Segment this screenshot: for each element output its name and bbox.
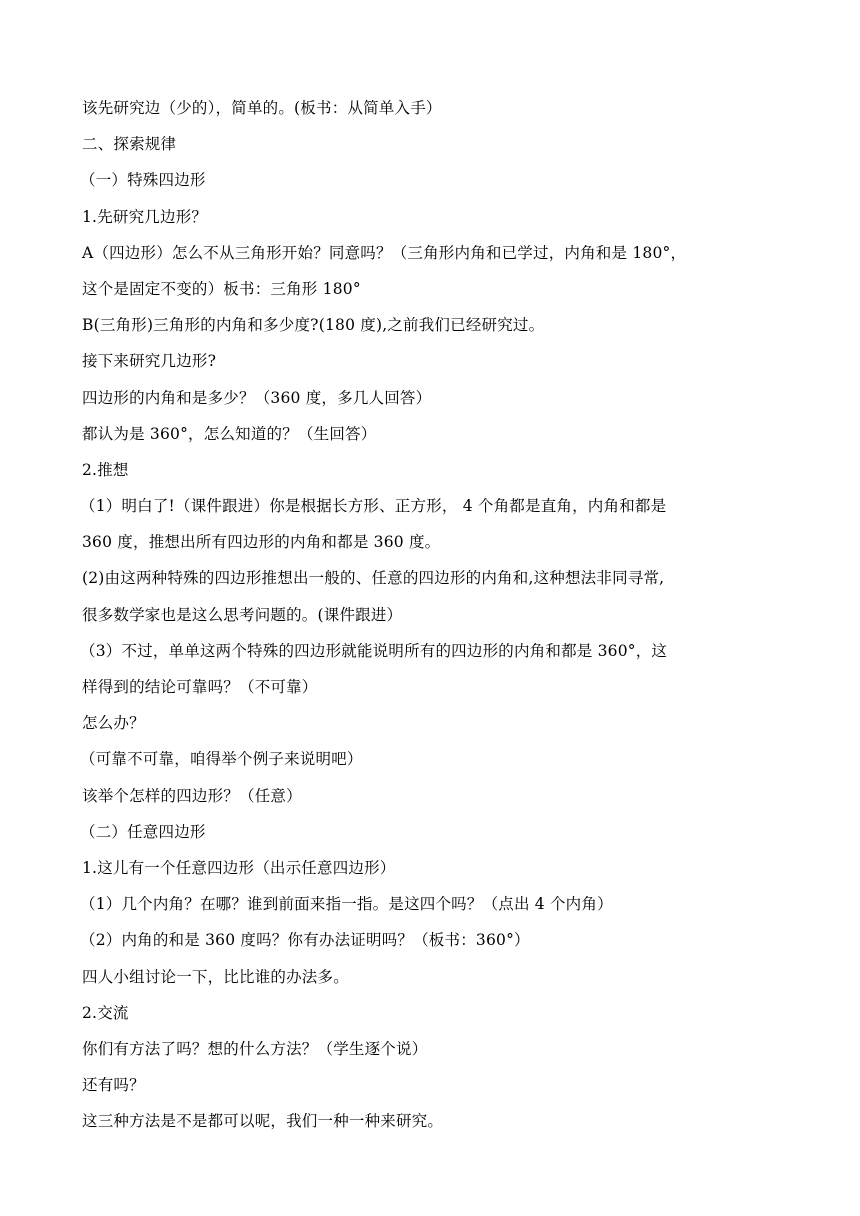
text-line: 怎么办？ bbox=[82, 714, 145, 733]
text-line: 该先研究边（少的），简单的。(板书：从简单入手） bbox=[82, 99, 442, 117]
section-heading: 二、探索规律 bbox=[82, 135, 177, 154]
text-line: 这三种方法是不是都可以呢，我们一种一种来研究。 bbox=[82, 1112, 444, 1131]
text-line: 这个是固定不变的）板书：三角形 180° bbox=[82, 279, 361, 298]
text-line: A（四边形）怎么不从三角形开始？同意吗？（三角形内角和已学过，内角和是 180°， bbox=[82, 243, 687, 262]
text-line: 1.先研究几边形？ bbox=[82, 207, 208, 226]
text-line: 1.这儿有一个任意四边形（出示任意四边形） bbox=[82, 858, 396, 877]
text-line: 四边形的内角和是多少？（360 度，多几人回答） bbox=[82, 388, 432, 407]
text-line: B(三角形)三角形的内角和多少度?(180 度),之前我们已经研究过。 bbox=[82, 316, 545, 335]
text-line: （3）不过，单单这两个特殊的四边形就能说明所有的四边形的内角和都是 360°，这 bbox=[80, 641, 668, 660]
text-line: 样得到的结论可靠吗？（不可靠） bbox=[82, 678, 318, 696]
text-line: （1）几个内角？在哪？谁到前面来指一指。是这四个吗？（点出 4 个内角） bbox=[80, 895, 613, 914]
text-line: 都认为是 360°，怎么知道的？（生回答） bbox=[82, 424, 377, 443]
text-line: 接下来研究几边形? bbox=[82, 352, 217, 371]
text-line: 2.推想 bbox=[82, 460, 129, 479]
text-line: （可靠不可靠，咱得举个例子来说明吧） bbox=[80, 750, 363, 769]
text-line: 很多数学家也是这么思考问题的。(课件跟进） bbox=[82, 605, 403, 624]
subsection-heading: （二）任意四边形 bbox=[80, 822, 206, 841]
text-line: 你们有方法了吗？想的什么方法？（学生逐个说） bbox=[82, 1039, 428, 1058]
text-line: 四人小组讨论一下，比比谁的办法多。 bbox=[82, 967, 349, 986]
text-line: （1）明白了!（课件跟进）你是根据长方形、正方形， 4 个角都是直角，内角和都是 bbox=[80, 497, 667, 516]
text-line: 2.交流 bbox=[82, 1003, 129, 1022]
subsection-heading: （一）特殊四边形 bbox=[80, 171, 206, 190]
document-page bbox=[82, 90, 742, 1139]
text-line: 360 度，推想出所有四边形的内角和都是 360 度。 bbox=[82, 533, 441, 552]
text-line: (2)由这两种特殊的四边形推想出一般的、任意的四边形的内角和,这种想法非同寻常, bbox=[82, 569, 665, 588]
text-line: 还有吗？ bbox=[82, 1076, 145, 1095]
text-line: （2）内角的和是 360 度吗？你有办法证明吗？（板书：360°） bbox=[80, 931, 530, 950]
text-line: 该举个怎样的四边形？（任意） bbox=[82, 786, 302, 805]
